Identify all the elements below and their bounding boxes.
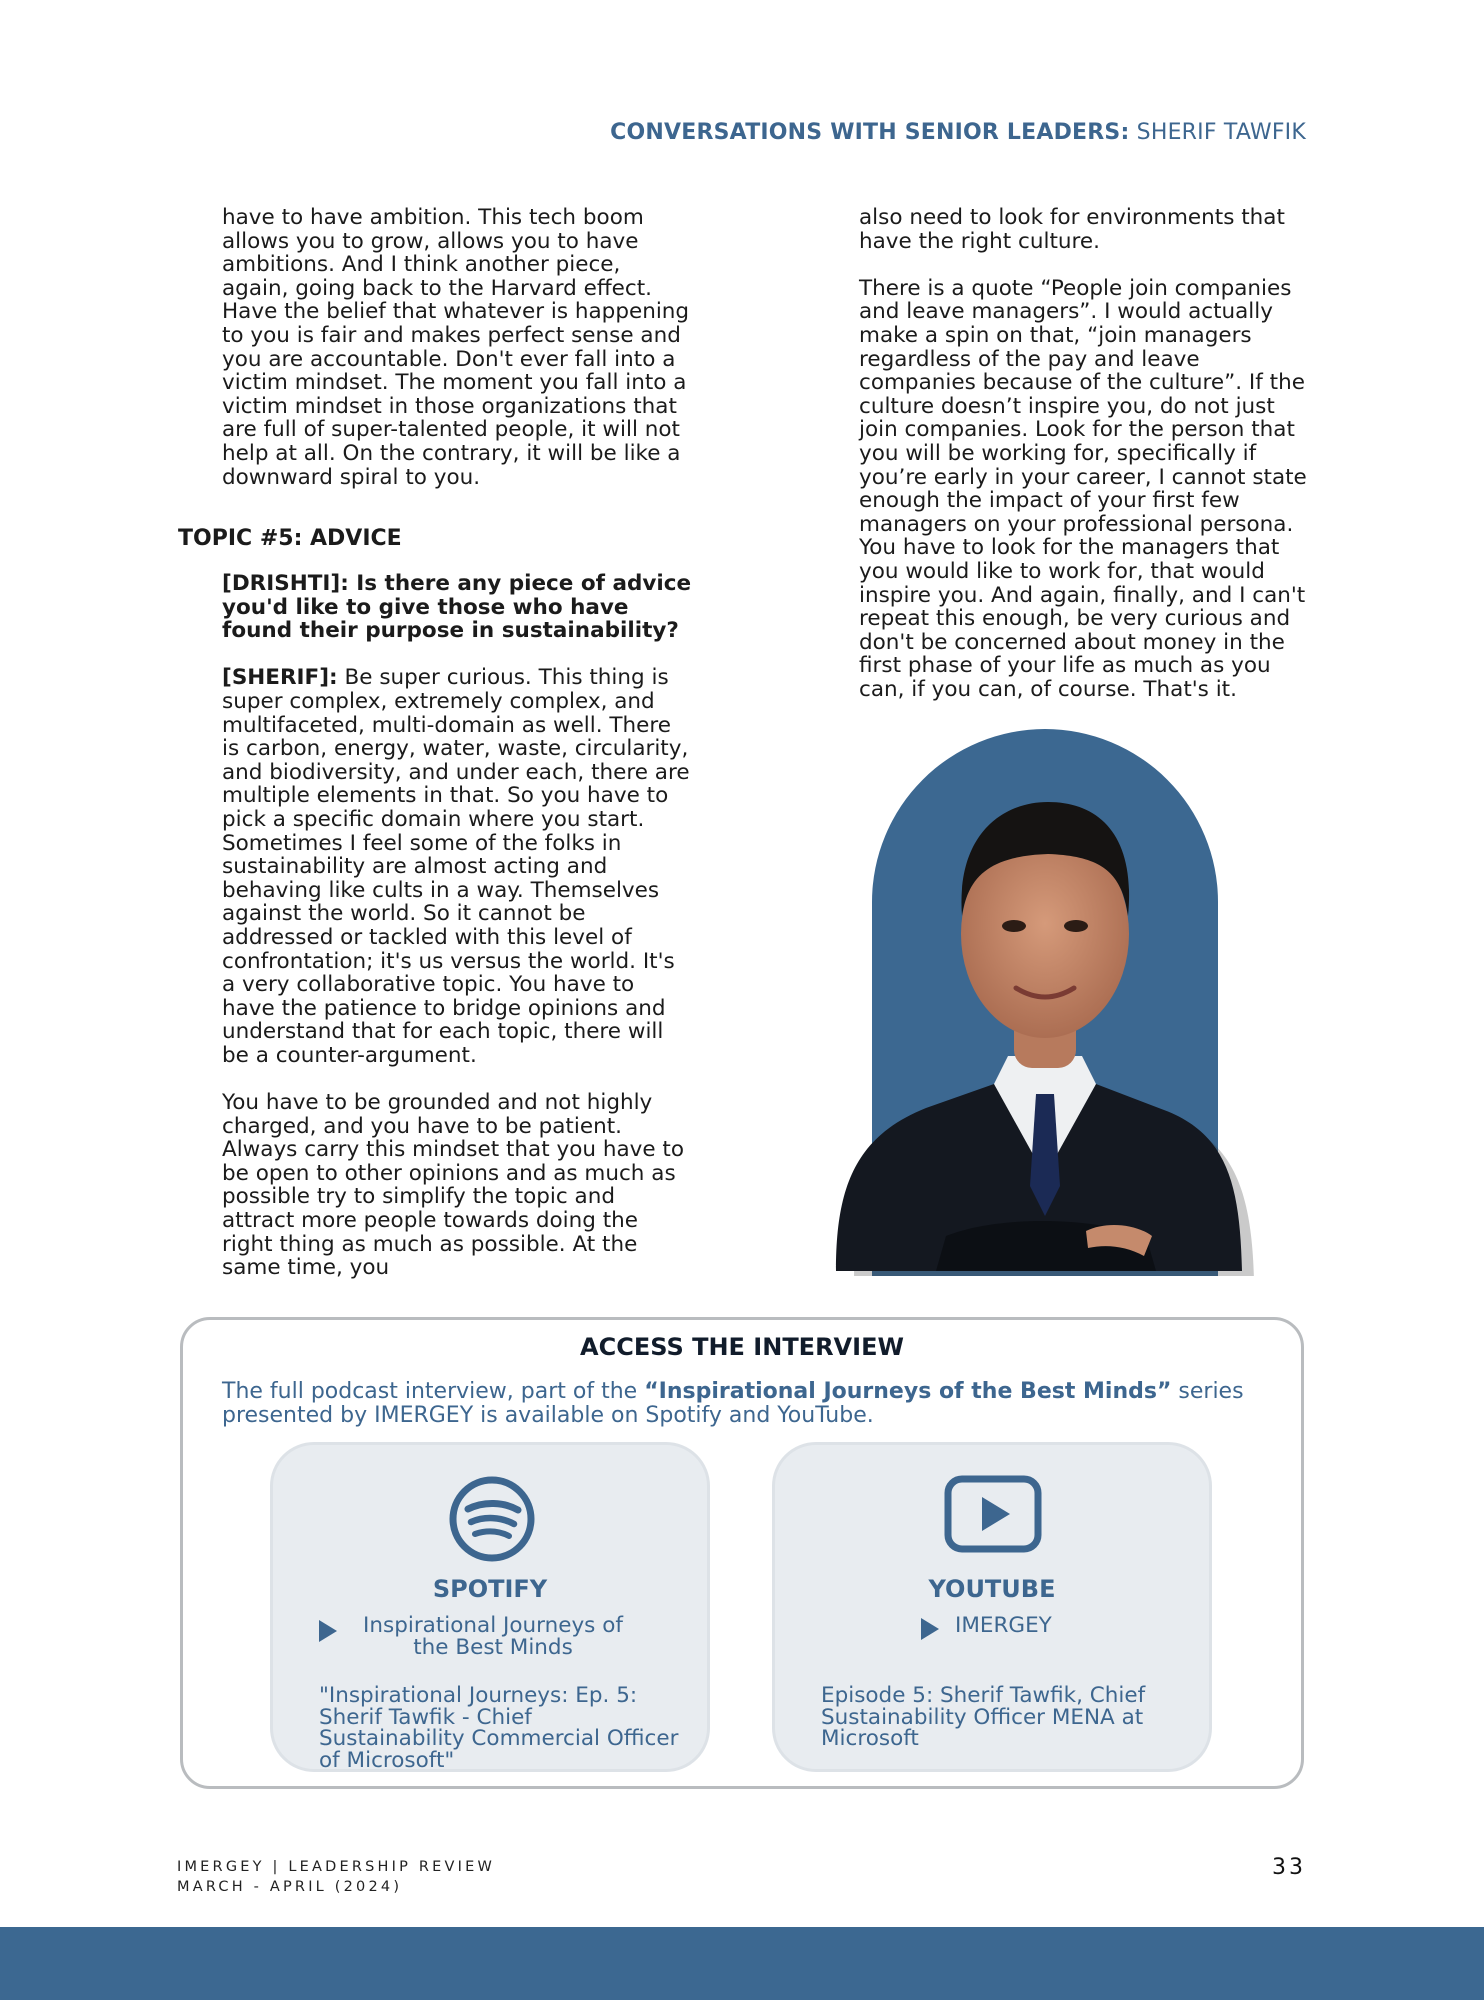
- spotify-card[interactable]: [270, 1442, 710, 1772]
- grounded-paragraph: You have to be grounded and not highly charged, and you have to be patient. Always carry this mindset that you have to be open to other opinions and as much as possible try to simplify the topic and attract more people towards doing the right thing as much as possible. At the same time, you: [222, 1090, 685, 1281]
- access-desc-post: series presented by IMERGEY is available on Spotify and YouTube.: [222, 1379, 1244, 1428]
- left-column-advice: [222, 572, 692, 1303]
- right-column: [859, 206, 1309, 725]
- portrait-eye-left: [1002, 920, 1026, 932]
- spotify-channel[interactable]: Inspirational Journeys of the Best Minds: [363, 1613, 623, 1660]
- page-number: 33: [1272, 1855, 1306, 1880]
- intro-paragraph: have to have ambition. This tech boom allows you to grow, allows you to have ambitions. And I think another piece, again, going back to the Harvard effect. Have the belief that whatever is happening to you is fair and makes perfect sense and you are accountable. Don't ever fall into a victim mindset. The moment you fall into a victim mindset in those organizations that are full of super-talented people, it will not help at all. On the contrary, it will be like a downward spiral to you.: [222, 205, 690, 490]
- portrait-eye-right: [1064, 920, 1088, 932]
- access-desc-pre: The full podcast interview, part of the: [222, 1379, 645, 1404]
- access-series-name: “Inspirational Journeys of the Best Minds”: [644, 1379, 1172, 1404]
- answer-text: Be super curious. This thing is super complex, extremely complex, and multifaceted, multi-domain as well. There is carbon, energy, water, waste, circularity, and biodiversity, and under each, there are multiple elements in that. So you have to pick a specific domain where you start. Sometimes I feel some of the folks in sustainability are almost acting and behaving like cults in a way. Themselves against the world. So it cannot be addressed or tackled with this level of confrontation; it's us versus the world. It's a very collaborative topic. You have to have the patience to bridge opinions and understand that for each topic, there will be a counter-argument.: [222, 665, 690, 1068]
- topic-heading: TOPIC #5: ADVICE: [178, 526, 402, 551]
- answer-speaker: [SHERIF]:: [222, 665, 338, 691]
- left-column: [222, 206, 692, 513]
- quote-paragraph: There is a quote “People join companies and leave managers”. I would actually make a spin on that, “join managers regardless of the pay and leave companies because of the culture”. If the culture doesn’t inspire you, do not just join companies. Look for the person that you will be working for, specifically if you’re early in your career, I cannot state enough the impact of your first few managers on your professional persona. You have to look for the managers that you would like to work for, that would inspire you. And again, finally, and I can't repeat this enough, be very curious and don't be concerned about money in the first phase of your life as much as you can, if you can, of course. That's it.: [859, 275, 1307, 702]
- spotify-icon[interactable]: [448, 1475, 536, 1563]
- spotify-label: SPOTIFY: [432, 1575, 548, 1603]
- access-description: [222, 1380, 1262, 1428]
- interview-answer: [222, 666, 692, 1067]
- footer-publication: [177, 1857, 495, 1897]
- footer-issue-date: MARCH - APRIL (2024): [177, 1879, 403, 1895]
- interview-question: [DRISHTI]: Is there any piece of advice you'd like to give those who have found their purpose in sustainability?: [222, 571, 692, 644]
- play-icon: [921, 1618, 939, 1640]
- access-title: ACCESS THE INTERVIEW: [580, 1333, 904, 1361]
- culture-paragraph: also need to look for environments that have the right culture.: [859, 205, 1285, 254]
- youtube-card[interactable]: [772, 1442, 1212, 1772]
- play-icon: [319, 1620, 337, 1642]
- header-series-title: CONVERSATIONS WITH SENIOR LEADERS:: [610, 120, 1130, 145]
- page-header: [610, 120, 1306, 145]
- header-leader-name: SHERIF TAWFIK: [1136, 120, 1306, 145]
- youtube-label: YOUTUBE: [928, 1575, 1056, 1603]
- footer-title: IMERGEY | LEADERSHIP REVIEW: [177, 1859, 496, 1875]
- footer-color-bar: [0, 1927, 1484, 2000]
- portrait-photo: [826, 716, 1264, 1276]
- youtube-icon[interactable]: [944, 1475, 1042, 1555]
- youtube-channel[interactable]: IMERGEY: [955, 1613, 1052, 1638]
- youtube-episode[interactable]: Episode 5: Sherif Tawfik, Chief Sustainability Officer MENA at Microsoft: [821, 1683, 1146, 1751]
- spotify-episode[interactable]: "Inspirational Journeys: Ep. 5: Sherif Tawfik - Chief Sustainability Commercial Officer of Microsoft": [319, 1683, 679, 1773]
